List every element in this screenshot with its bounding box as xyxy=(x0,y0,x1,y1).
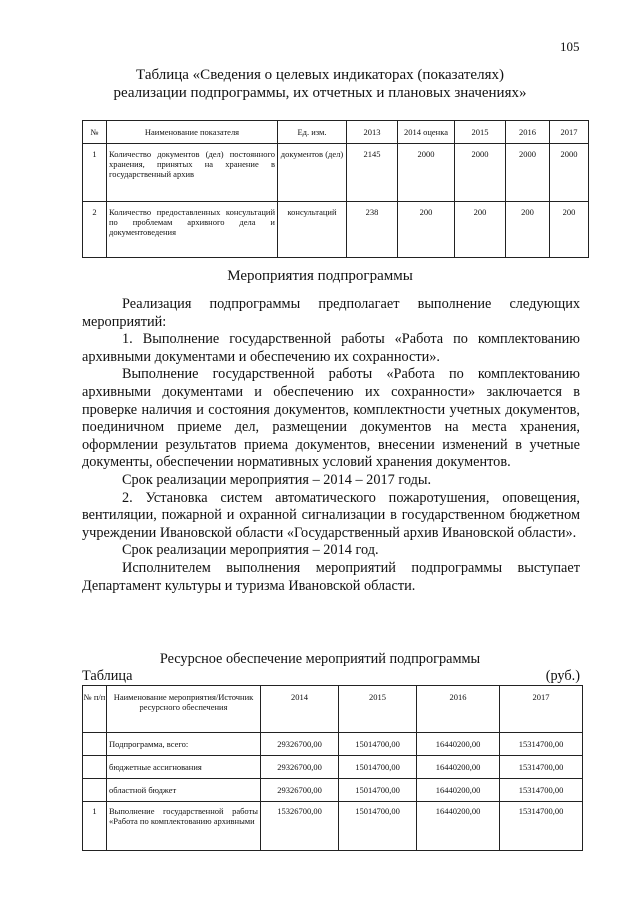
paragraph: Выполнение государственной работы «Работа по комплектованию архивными документами и обеспечению их сохранности» заключается в проверке наличия и состояния документов, комплектности учетных документов, поединичном приеме дел, размещении документов на места хранения, оформлении результатов приема документов, внесении изменений в учетные документы, обеспечении нормативных условий хранения документов. xyxy=(82,366,580,471)
paragraph: Срок реализации мероприятия – 2014 год. xyxy=(122,542,379,559)
resources-table xyxy=(82,685,583,851)
table-cell: 2 xyxy=(83,202,107,258)
table-cell: 16440200,00 xyxy=(417,802,500,851)
table-cell: Количество документов (дел) постоянного хранения, принятых на хранение в государственный архив xyxy=(107,144,278,202)
paragraph: Реализация подпрограммы предполагает выполнение следующих мероприятий: xyxy=(82,296,580,330)
table-cell: 16440200,00 xyxy=(417,733,500,756)
col-header: 2013 xyxy=(347,121,398,144)
table1-title-line2: реализации подпрограммы, их отчетных и плановых значениях» xyxy=(113,85,527,101)
table-cell: областной бюджет xyxy=(107,779,261,802)
paragraph: Исполнителем выполнения мероприятий подпрограммы выступает Департамент культуры и туризма Ивановской области. xyxy=(82,559,580,594)
table-cell: 15314700,00 xyxy=(500,733,583,756)
resources-label-row xyxy=(82,668,580,686)
col-header: 2014 xyxy=(261,686,339,733)
table-cell: 15314700,00 xyxy=(500,756,583,779)
table-cell: 2000 xyxy=(455,144,506,202)
paragraph: 2. Установка систем автоматического пожаротушения, оповещения, вентиляции, пожарной и охранной сигнализации в государственном бюджетном учреждении Ивановской области «Государственный архив Ивановской области». xyxy=(82,489,580,541)
col-header: 2015 xyxy=(455,121,506,144)
table-cell: 29326700,00 xyxy=(261,756,339,779)
table-cell xyxy=(83,779,107,802)
table1-title-line1: Таблица «Сведения о целевых индикаторах (показателях) xyxy=(136,67,504,83)
table-cell: 2145 xyxy=(347,144,398,202)
indicators-table xyxy=(82,120,589,258)
table-cell: 200 xyxy=(455,202,506,258)
col-header: 2015 xyxy=(339,686,417,733)
table-cell: 16440200,00 xyxy=(417,779,500,802)
table-row xyxy=(83,802,583,851)
table-cell: 29326700,00 xyxy=(261,733,339,756)
table-cell: бюджетные ассигнования xyxy=(107,756,261,779)
section-body xyxy=(82,296,580,595)
table-cell: 15014700,00 xyxy=(339,802,417,851)
units-label: (руб.) xyxy=(545,668,580,684)
table-cell: Подпрограмма, всего: xyxy=(107,733,261,756)
paragraph: 1. Выполнение государственной работы «Работа по комплектованию архивными документами и обеспечению их сохранности». xyxy=(82,331,580,365)
col-header: 2017 xyxy=(550,121,589,144)
table-header-row xyxy=(83,686,583,733)
col-header: Ед. изм. xyxy=(278,121,347,144)
col-header: 2016 xyxy=(506,121,550,144)
table-label: Таблица xyxy=(82,668,133,684)
table-cell: 238 xyxy=(347,202,398,258)
table-cell: 200 xyxy=(398,202,455,258)
table-header-row xyxy=(83,121,589,144)
table-cell: 1 xyxy=(83,802,107,851)
table-cell: 15314700,00 xyxy=(500,802,583,851)
table-cell: 2000 xyxy=(550,144,589,202)
table-cell: консультаций xyxy=(278,202,347,258)
table-cell: Количество предоставленных консультаций по проблемам архивного дела и документоведения xyxy=(107,202,278,258)
table-cell: 15326700,00 xyxy=(261,802,339,851)
table-cell: 15014700,00 xyxy=(339,756,417,779)
col-header: 2014 оценка xyxy=(398,121,455,144)
table-cell: 16440200,00 xyxy=(417,756,500,779)
resources-title: Ресурсное обеспечение мероприятий подпрограммы xyxy=(159,651,481,667)
col-header: 2016 xyxy=(417,686,500,733)
page-number: 105 xyxy=(560,39,580,54)
table-cell: 2000 xyxy=(398,144,455,202)
table-row xyxy=(83,202,589,258)
table-cell: 200 xyxy=(506,202,550,258)
table-cell: 15014700,00 xyxy=(339,733,417,756)
table-cell: 200 xyxy=(550,202,589,258)
section-title: Мероприятия подпрограммы xyxy=(227,268,413,284)
table-row xyxy=(83,779,583,802)
col-header: № xyxy=(83,121,107,144)
table-row xyxy=(83,144,589,202)
table-cell: Выполнение государственной работы «Работа по комплектованию архивными xyxy=(107,802,261,851)
table-row xyxy=(83,733,583,756)
table-cell: 1 xyxy=(83,144,107,202)
table-cell xyxy=(83,756,107,779)
table-cell: 2000 xyxy=(506,144,550,202)
col-header: 2017 xyxy=(500,686,583,733)
table-cell: 15314700,00 xyxy=(500,779,583,802)
col-header: Наименование показателя xyxy=(107,121,278,144)
table-cell xyxy=(83,733,107,756)
paragraph: Срок реализации мероприятия – 2014 – 2017 годы. xyxy=(122,471,432,488)
table-row xyxy=(83,756,583,779)
table-cell: документов (дел) xyxy=(278,144,347,202)
col-header: Наименование мероприятия/Источник ресурсного обеспечения xyxy=(107,686,261,733)
table-cell: 29326700,00 xyxy=(261,779,339,802)
col-header: № п/п xyxy=(83,686,107,733)
table-cell: 15014700,00 xyxy=(339,779,417,802)
